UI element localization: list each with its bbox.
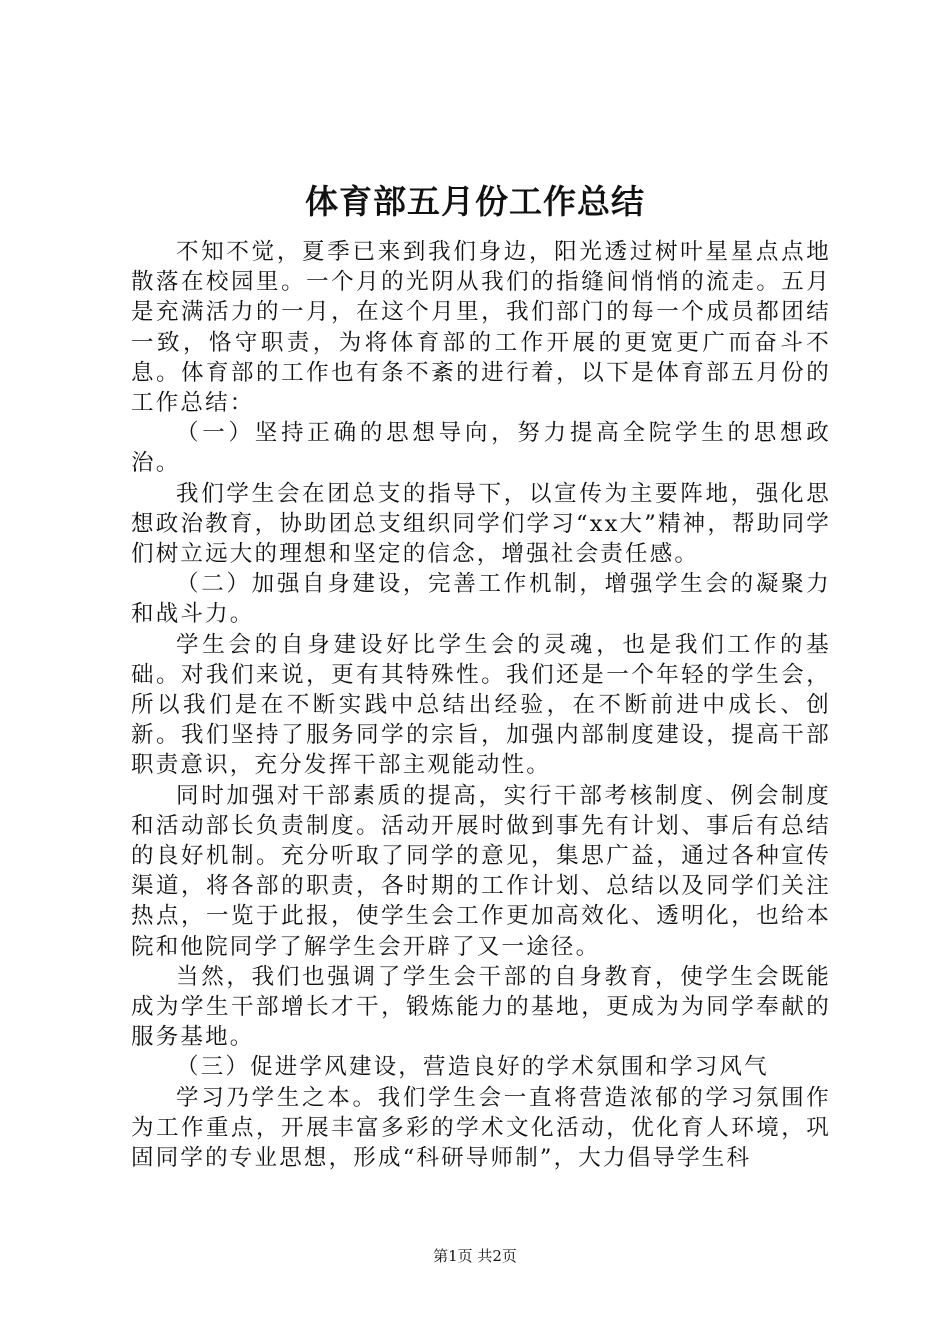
document-body	[131, 237, 831, 1173]
paragraph-heading-1: （一）坚持正确的思想导向，努力提高全院学生的思想政治。	[131, 420, 831, 477]
paragraph-self-building: 学生会的自身建设好比学生会的灵魂，也是我们工作的基础。对我们来说，更有其特殊性。我们还是一个年轻的学生会，所以我们是在不断实践中总结出经验，在不断前进中成长、创新。我们坚持了服务同学的宗旨，加强内部制度建设，提高干部职责意识，充分发挥干部主观能动性。	[131, 631, 831, 779]
paragraph-ideology: 我们学生会在团总支的指导下，以宣传为主要阵地，强化思想政治教育，协助团总支组织同学们学习“xx大”精神，帮助同学们树立远大的理想和坚定的信念，增强社会责任感。	[131, 480, 831, 568]
paragraph-cadre-quality: 同时加强对干部素质的提高，实行干部考核制度、例会制度和活动部长负责制度。活动开展时做到事先有计划、事后有总结的良好机制。充分听取了同学的意见，集思广益，通过各种宣传渠道，将各部的职责，各时期的工作计划、总结以及同学们关注热点，一览于此报，使学生会工作更加高效化、透明化，也给本院和他院同学了解学生会开辟了又一途径。	[131, 782, 831, 960]
document-title: 体育部五月份工作总结	[305, 182, 645, 221]
paragraph-intro: 不知不觉，夏季已来到我们身边，阳光透过树叶星星点点地散落在校园里。一个月的光阴从我们的指缝间悄悄的流走。五月是充满活力的一月，在这个月里，我们部门的每一个成员都团结一致，恪守职责，为将体育部的工作开展的更宽更广而奋斗不息。体育部的工作也有条不紊的进行着，以下是体育部五月份的工作总结：	[131, 239, 831, 417]
page-footer: 第1页 共2页	[433, 1247, 517, 1265]
paragraph-heading-2: （二）加强自身建设，完善工作机制，增强学生会的凝聚力和战斗力。	[131, 571, 831, 628]
paragraph-self-education: 当然，我们也强调了学生会干部的自身教育，使学生会既能成为学生干部增长才干，锻炼能力的基地，更成为为同学奉献的服务基地。	[131, 963, 831, 1051]
paragraph-heading-3: （三）促进学风建设，营造良好的学术氛围和学习风气	[176, 1054, 769, 1081]
paragraph-study-style: 学习乃学生之本。我们学生会一直将营造浓郁的学习氛围作为工作重点，开展丰富多彩的学术文化活动，优化育人环境，巩固同学的专业思想，形成“科研导师制”，大力倡导学生科	[131, 1084, 831, 1172]
